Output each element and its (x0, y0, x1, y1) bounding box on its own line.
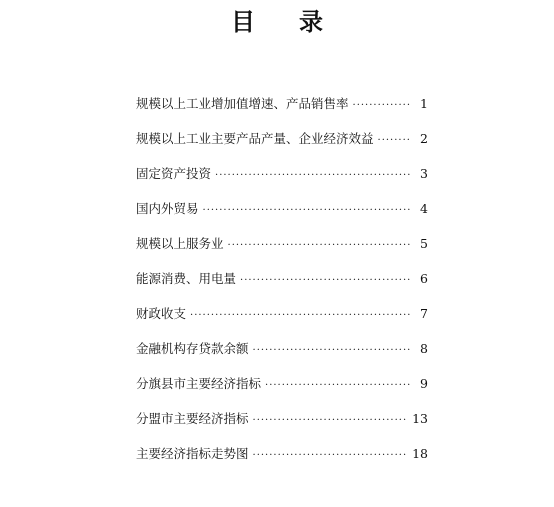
dot-leader (253, 447, 409, 465)
toc-page-number: 3 (420, 166, 428, 181)
dot-leader (265, 377, 410, 395)
toc-entry[interactable] (136, 340, 428, 375)
toc-entry[interactable] (136, 130, 428, 165)
toc-entry[interactable] (136, 410, 428, 445)
toc-entry-title: 主要经济指标走势图 (136, 446, 249, 461)
toc-page-number: 13 (412, 411, 428, 426)
toc-page-number: 4 (420, 201, 428, 216)
dot-leader (253, 342, 410, 360)
toc-entry-title: 分盟市主要经济指标 (136, 411, 249, 426)
toc-entry[interactable] (136, 270, 428, 305)
toc-entry[interactable] (136, 375, 428, 410)
dot-leader (215, 167, 410, 185)
toc-page-number: 6 (420, 271, 428, 286)
toc-page-number: 5 (420, 236, 428, 251)
toc-entry[interactable] (136, 165, 428, 200)
toc-entry-title: 金融机构存贷款余额 (136, 341, 249, 356)
page-title (0, 5, 554, 39)
toc-entry[interactable] (136, 235, 428, 270)
toc-entry-title: 能源消费、用电量 (136, 271, 237, 286)
toc-entry-title: 规模以上工业主要产品产量、企业经济效益 (136, 131, 374, 146)
toc-entry-title: 国内外贸易 (136, 201, 199, 216)
dot-leader (253, 412, 409, 430)
toc-page-number: 1 (420, 96, 428, 111)
toc-entry[interactable] (136, 95, 428, 130)
toc-entry[interactable] (136, 305, 428, 340)
page-title-char-2: 录 (299, 8, 323, 36)
dot-leader (240, 272, 410, 290)
toc-entry-title: 分旗县市主要经济指标 (136, 376, 262, 391)
toc-entry-title: 财政收支 (136, 306, 187, 321)
toc-entry-title: 规模以上服务业 (136, 236, 224, 251)
dot-leader (203, 202, 410, 220)
toc-entry[interactable] (136, 445, 428, 480)
dot-leader (190, 307, 410, 325)
toc-page-number: 7 (420, 306, 428, 321)
toc-page-number: 9 (420, 376, 428, 391)
toc-entry[interactable] (136, 200, 428, 235)
page-title-char-1: 目 (231, 8, 255, 36)
toc-page-number: 8 (420, 341, 428, 356)
toc-entry-title: 固定资产投资 (136, 166, 212, 181)
table-of-contents (136, 95, 428, 480)
toc-page-number: 18 (412, 446, 428, 461)
dot-leader (353, 97, 410, 115)
toc-entry-title: 规模以上工业增加值增速、产品销售率 (136, 96, 349, 111)
dot-leader (378, 132, 410, 150)
toc-page-number: 2 (420, 131, 428, 146)
dot-leader (228, 237, 410, 255)
